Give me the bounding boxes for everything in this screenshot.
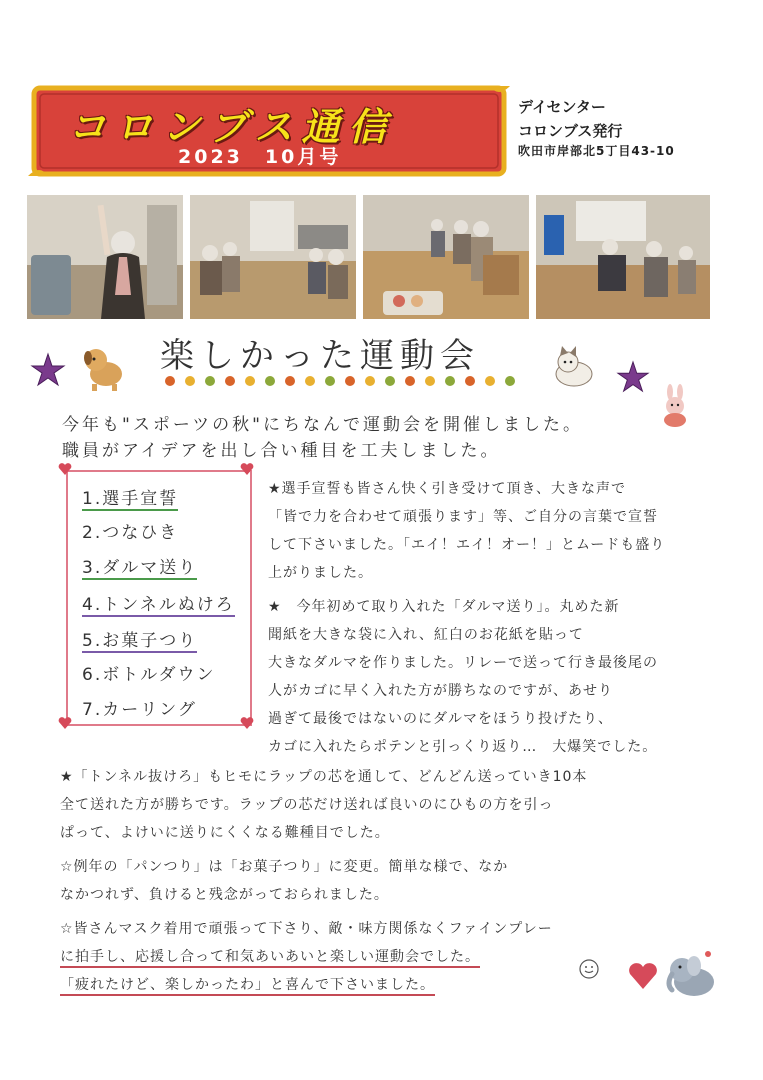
body-wide-line-5: なかつれず、負けると残念がっておられました。 (60, 887, 389, 903)
event-item-2: 2.つなひき (82, 523, 179, 543)
dog-icon (78, 340, 128, 392)
event-item-4: 4.トンネルぬけろ (82, 590, 235, 617)
body-wide-line-6: ☆皆さんマスク着用で頑張って下さり、敵・味方関係なくファインプレー (60, 921, 553, 937)
star-icon-right (616, 360, 650, 394)
body-right-line-4: 上がりました。 (268, 565, 373, 581)
heart-icon-tr (240, 462, 254, 476)
heart-icon-bl (58, 716, 72, 730)
elephant-icon (664, 944, 720, 1002)
publisher-issuer: コロンブス発行 (518, 122, 623, 140)
heart-icon (628, 962, 658, 990)
event-item-1: 1.選手宣誓 (82, 484, 178, 511)
heart-icon-tl (58, 462, 72, 476)
body-right-line-1: ★選手宣誓も皆さん快く引き受けて頂き、大きな声で (268, 481, 626, 497)
body-wide-line-4: ☆例年の「パンつり」は「お菓子つり」に変更。簡単な様で、なか (60, 859, 509, 875)
photo-oath (27, 195, 183, 319)
newsletter-title: コロンブス通信 (68, 105, 396, 149)
body-wide-line-2: 全て送れた方が勝ちです。ラップの芯だけ送れば良いのにひもの方を引っ (60, 797, 554, 813)
body-wide-line-7: に拍手し、応援し合って和気あいあいと楽しい運動会でした。 (60, 946, 480, 968)
body-right-line-9: 過ぎて最後ではないのにダルマをほうり投げたり、 (268, 711, 613, 727)
body-right-line-10: カゴに入れたらポテンと引っくり返り… 大爆笑でした。 (268, 739, 658, 755)
event-item-6: 6.ボトルダウン (82, 665, 216, 685)
cat-icon (548, 344, 600, 388)
body-right-line-2: 「皆で力を合わせて頑張ります」等、ご自分の言葉で宣誓 (268, 509, 658, 525)
smiley-icon (578, 958, 600, 980)
body-wide-line-3: ぱって、よけいに送りにくくなる難種目でした。 (60, 825, 390, 841)
body-right-line-7: 大きなダルマを作りました。リレーで送って行き最後尾の (268, 655, 658, 671)
publisher-address: 吹田市岸部北5丁目43-10 (518, 144, 675, 158)
event-item-3: 3.ダルマ送り (82, 553, 197, 580)
body-right-line-3: して下さいました。「エイ！エイ！オー！」とムードも盛り (268, 537, 666, 553)
intro-line-2: 職員がアイデアを出し合い種目を工夫しました。 (62, 441, 501, 461)
event-item-7: 7.カーリング (82, 700, 197, 720)
heart-icon-br (240, 716, 254, 730)
body-right-line-5: ★ 今年初めて取り入れた「ダルマ送り」。丸めた新 (268, 599, 620, 615)
photo-daruma-relay (363, 195, 529, 319)
article-headline: 楽しかった運動会 (160, 336, 480, 376)
rabbit-icon (656, 384, 696, 428)
intro-line-1: 今年も"スポーツの秋"にちなんで運動会を開催しました。 (62, 415, 583, 435)
event-item-5: 5.お菓子つり (82, 626, 197, 653)
issue-date: 2023 10月号 (178, 146, 342, 168)
photo-activity (536, 195, 710, 319)
body-right-line-8: 人がカゴに早く入れた方が勝ちなのですが、あせり (268, 683, 613, 699)
body-wide-line-1: ★「トンネル抜けろ」もヒモにラップの芯を通して、どんどん送っていき10本 (60, 769, 588, 785)
body-wide-line-8: 「疲れたけど、楽しかったわ」と喜んで下さいました。 (60, 974, 435, 996)
body-right-line-6: 聞紙を大きな袋に入れ、紅白のお花紙を貼って (268, 627, 584, 643)
autumn-leaves-garland (160, 372, 520, 390)
star-icon (30, 352, 66, 388)
photo-tug-of-war (190, 195, 356, 319)
publisher-name: デイセンター (518, 98, 606, 116)
